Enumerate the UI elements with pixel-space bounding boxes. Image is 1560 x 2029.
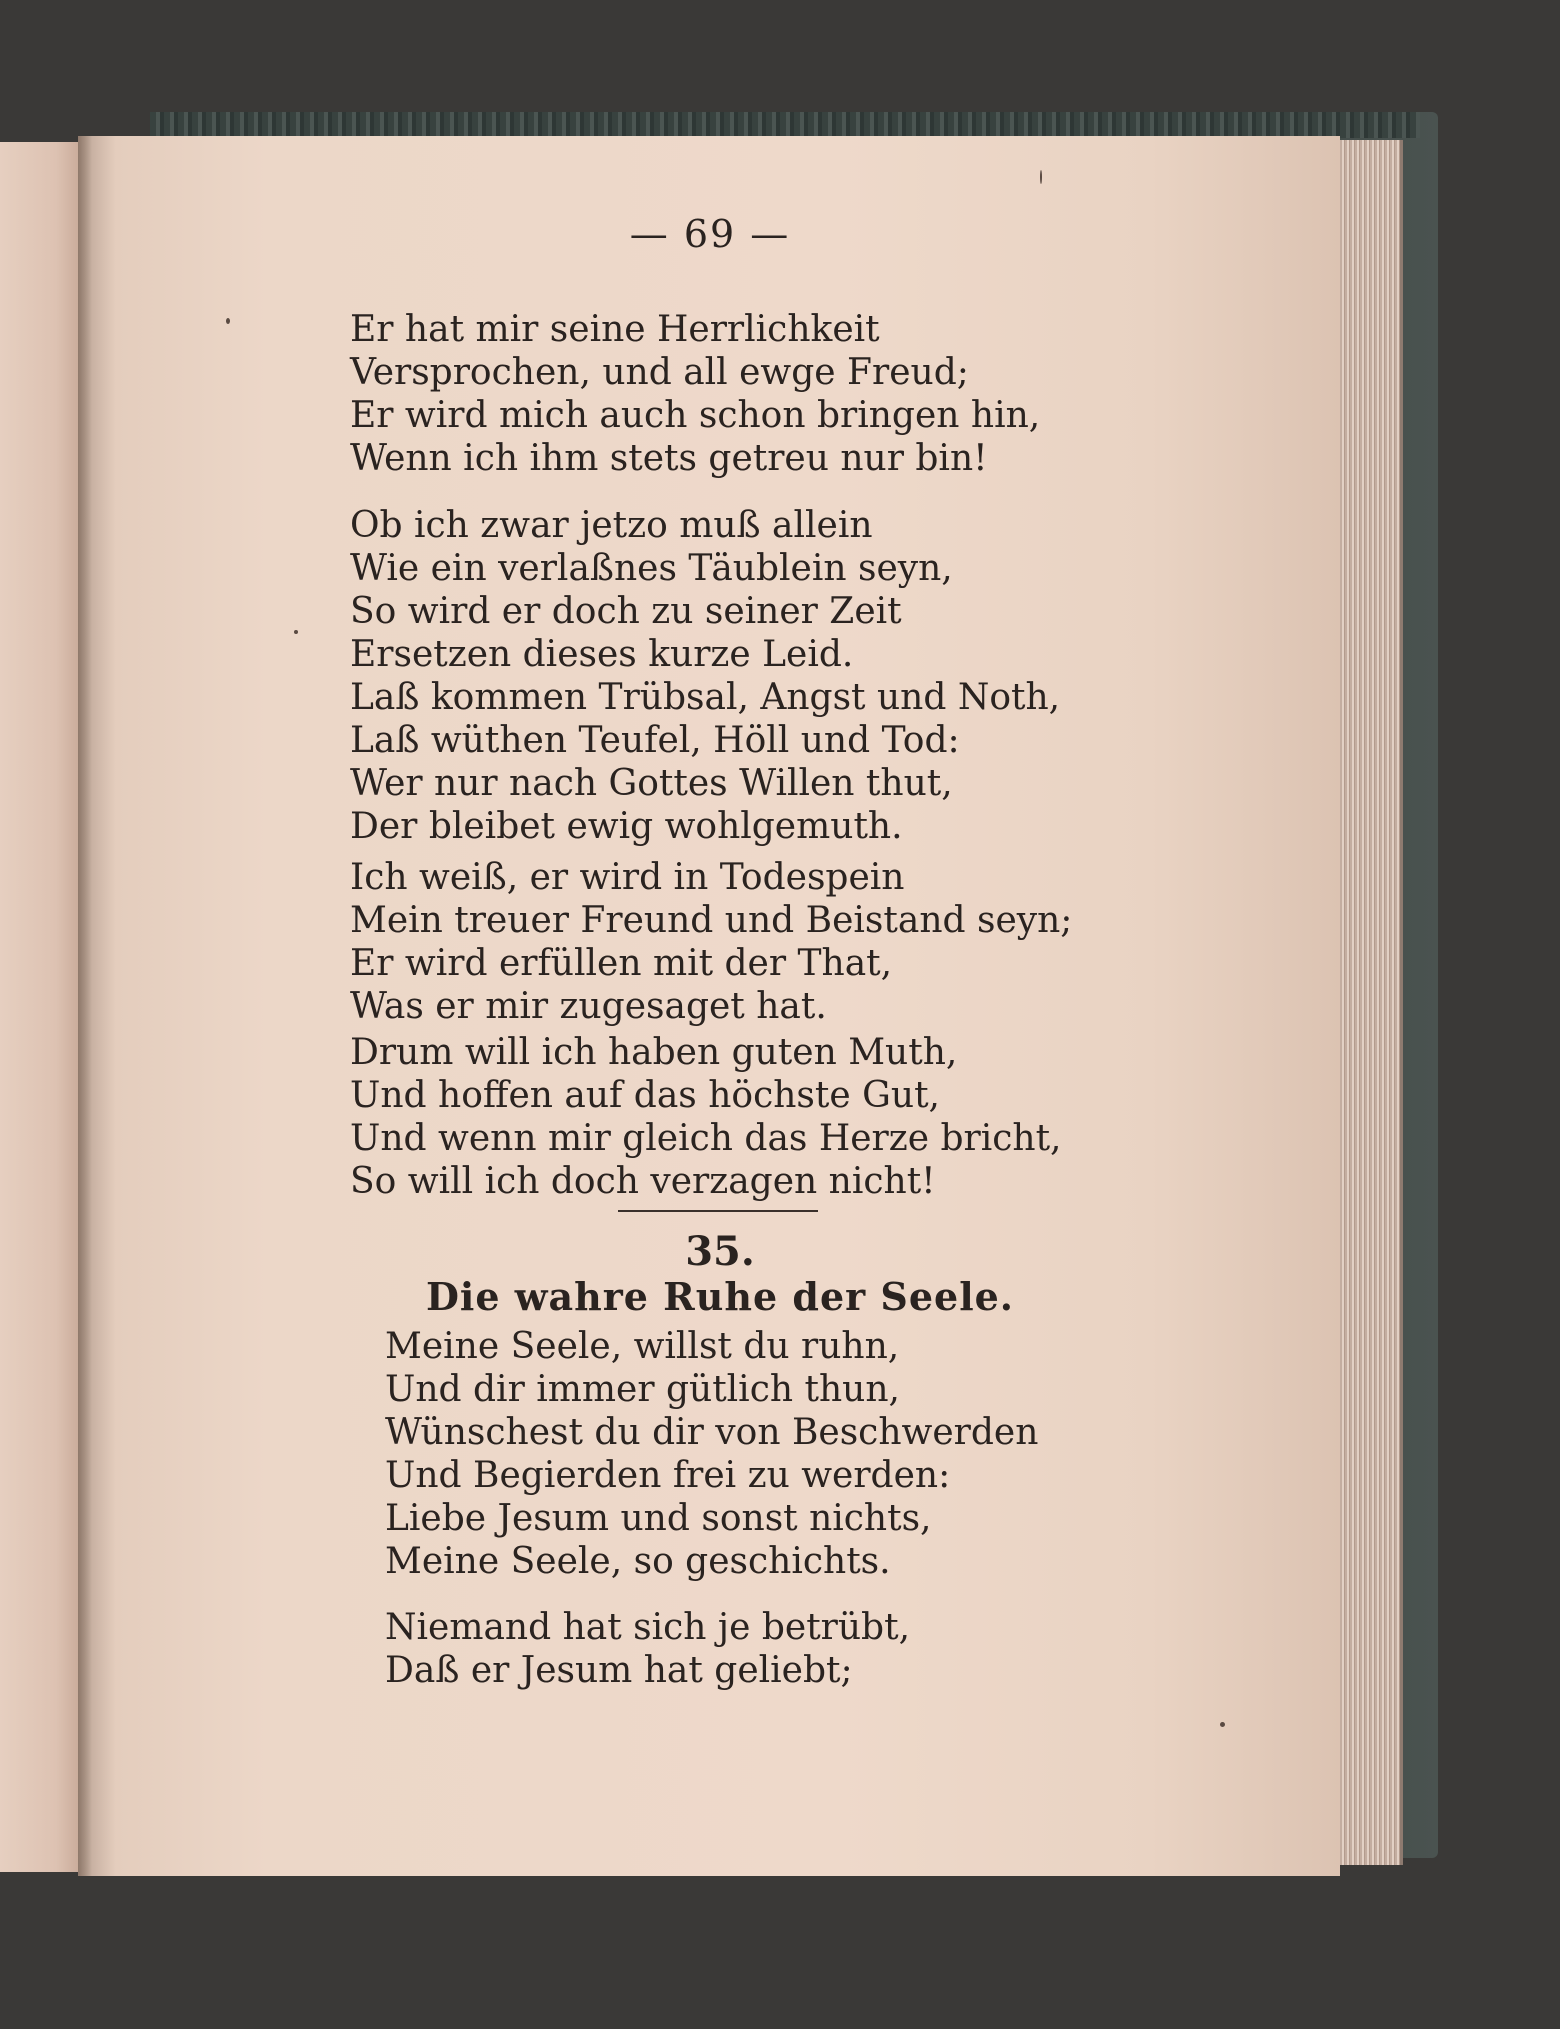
verse-line: Er wird mich auch schon bringen hin, — [350, 395, 1041, 436]
stanza-5 — [350, 1031, 1062, 1203]
book-cover-top — [150, 112, 1420, 138]
stanza-2 — [350, 504, 953, 676]
verse-line: Er wird erfüllen mit der That, — [350, 943, 893, 984]
verse-line: Laß kommen Trübsal, Angst und Noth, — [350, 677, 1061, 718]
verse-line: Mein treuer Freund und Beistand seyn; — [350, 900, 1073, 941]
verse-line: Liebe Jesum und sonst nichts, — [385, 1498, 932, 1539]
verse-line: Wünschest du dir von Beschwerden — [385, 1412, 1039, 1453]
hymn-stanza-1 — [385, 1325, 1038, 1583]
verse-line: Und Begierden frei zu werden: — [385, 1455, 951, 1496]
verse-line: Niemand hat sich je betrübt, — [385, 1607, 911, 1648]
page-gutter — [78, 136, 92, 1876]
hymn-title: Die wahre Ruhe der Seele. — [425, 1274, 1015, 1319]
stanza-4 — [350, 856, 1072, 1028]
verse-line: Der bleibet ewig wohlgemuth. — [350, 806, 903, 847]
verse-line: Ob ich zwar jetzo muß allein — [350, 505, 873, 546]
verse-line: So wird er doch zu seiner Zeit — [350, 591, 902, 632]
paper-speck — [1040, 170, 1042, 184]
page-number: — 69 — — [629, 212, 791, 256]
verse-line: Wenn ich ihm stets getreu nur bin! — [350, 438, 988, 479]
verse-line: Ich weiß, er wird in Todespein — [350, 857, 905, 898]
verse-line: Drum will ich haben guten Muth, — [350, 1032, 958, 1073]
paper-speck — [1220, 1722, 1225, 1727]
verse-line: Wer nur nach Gottes Willen thut, — [350, 763, 953, 804]
verse-line: Und dir immer gütlich thun, — [385, 1369, 900, 1410]
verse-line: Und hoffen auf das höchste Gut, — [350, 1075, 940, 1116]
paper-speck — [226, 318, 230, 324]
verse-line: Laß wüthen Teufel, Höll und Tod: — [350, 720, 960, 761]
verse-line: Versprochen, und all ewge Freud; — [350, 352, 969, 393]
verse-line: Und wenn mir gleich das Herze bricht, — [350, 1118, 1062, 1159]
paper-speck — [294, 630, 298, 634]
left-page-edge — [0, 142, 80, 1872]
verse-line: Daß er Jesum hat geliebt; — [385, 1650, 853, 1691]
verse-line: Ersetzen dieses kurze Leid. — [350, 634, 854, 675]
page-block-edge — [1330, 140, 1403, 1865]
verse-line: Meine Seele, willst du ruhn, — [385, 1326, 900, 1367]
section-divider — [618, 1210, 818, 1212]
verse-line: So will ich doch verzagen nicht! — [350, 1161, 936, 1202]
stanza-1 — [350, 308, 1040, 480]
verse-line: Meine Seele, so geschichts. — [385, 1541, 891, 1582]
verse-line: Er hat mir seine Herrlichkeit — [350, 309, 880, 350]
stanza-3 — [350, 676, 1060, 848]
hymn-stanza-2 — [385, 1606, 910, 1692]
verse-line: Wie ein verlaßnes Täublein seyn, — [350, 548, 953, 589]
hymn-number: 35. — [685, 1228, 755, 1275]
verse-line: Was er mir zugesaget hat. — [350, 986, 827, 1027]
